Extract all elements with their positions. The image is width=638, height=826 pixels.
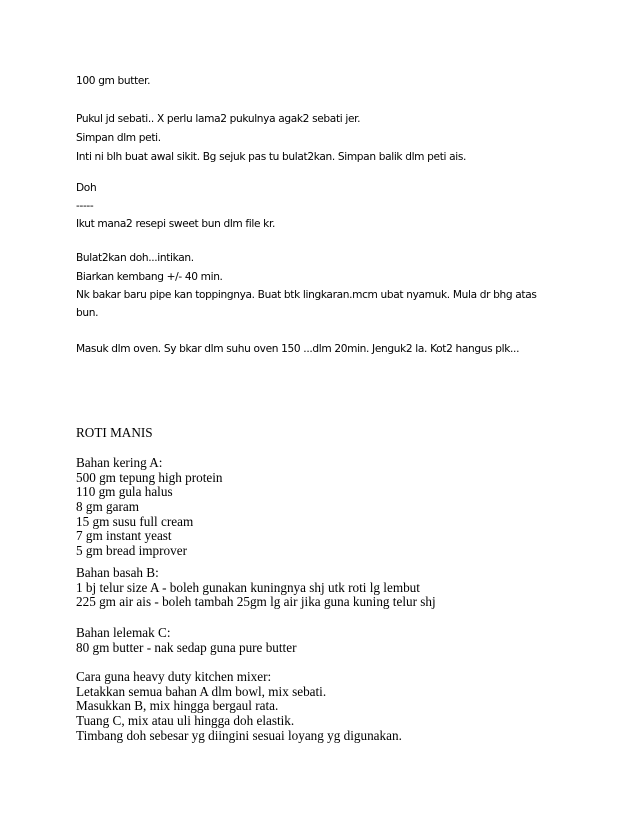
- cara-step: Timbang doh sebesar yg diingini sesuai loyang yg digunakan.: [76, 727, 402, 743]
- cara-step: Tuang C, mix atau uli hingga doh elastik.: [76, 713, 295, 729]
- kering-item: 8 gm garam: [76, 499, 139, 515]
- cara-heading: Cara guna heavy duty kitchen mixer:: [76, 669, 272, 684]
- kering-item: 110 gm gula halus: [76, 484, 173, 500]
- basah-heading: Bahan basah B:: [76, 565, 159, 580]
- roti-title: ROTI MANIS: [76, 425, 153, 440]
- ikut-line: Ikut mana2 resepi sweet bun dlm file kr.: [76, 218, 276, 230]
- cara-step: Masukkan B, mix hingga bergaul rata.: [76, 698, 279, 714]
- kering-item: 15 gm susu full cream: [76, 513, 194, 529]
- lelemak-item: 80 gm butter - nak sedap guna pure butter: [76, 639, 297, 655]
- lelemak-heading: Bahan lelemak C:: [76, 625, 171, 640]
- pukul-line: Pukul jd sebati.. X perlu lama2 pukulnya agak2 sebati jer.: [76, 113, 361, 125]
- basah-section: [76, 566, 436, 610]
- lelemak-section: [76, 626, 296, 655]
- kering-item: 500 gm tepung high protein: [76, 469, 223, 485]
- cara-section: [76, 670, 402, 743]
- kering-item: 5 gm bread improver: [76, 543, 187, 559]
- bulat-line: Bulat2kan doh...intikan.: [76, 252, 194, 264]
- cara-step: Letakkan semua bahan A dlm bowl, mix sebati.: [76, 683, 327, 699]
- basah-item: 1 bj telur size A - boleh gunakan kuningnya shj utk roti lg lembut: [76, 579, 420, 595]
- doh-rule: -----: [76, 200, 94, 212]
- kering-section: [76, 456, 223, 559]
- nk-bakar-line-1: Nk bakar baru pipe kan toppingnya. Buat btk lingkaran.mcm ubat nyamuk. Mula dr bhg atas: [76, 289, 537, 301]
- simpan-line: Simpan dlm peti.: [76, 132, 161, 144]
- butter-line: 100 gm butter.: [76, 75, 151, 87]
- kering-heading: Bahan kering A:: [76, 455, 163, 470]
- basah-item: 225 gm air ais - boleh tambah 25gm lg air jika guna kuning telur shj: [76, 594, 436, 610]
- masuk-line: Masuk dlm oven. Sy bkar dlm suhu oven 150 ...dlm 20min. Jenguk2 la. Kot2 hangus plk...: [76, 343, 520, 355]
- nk-bakar-line-2: bun.: [76, 307, 99, 319]
- inti-line: Inti ni blh buat awal sikit. Bg sejuk pas tu bulat2kan. Simpan balik dlm peti ais.: [76, 151, 467, 163]
- doh-heading: Doh: [76, 182, 97, 194]
- kering-item: 7 gm instant yeast: [76, 528, 172, 544]
- biarkan-line: Biarkan kembang +/- 40 min.: [76, 271, 223, 283]
